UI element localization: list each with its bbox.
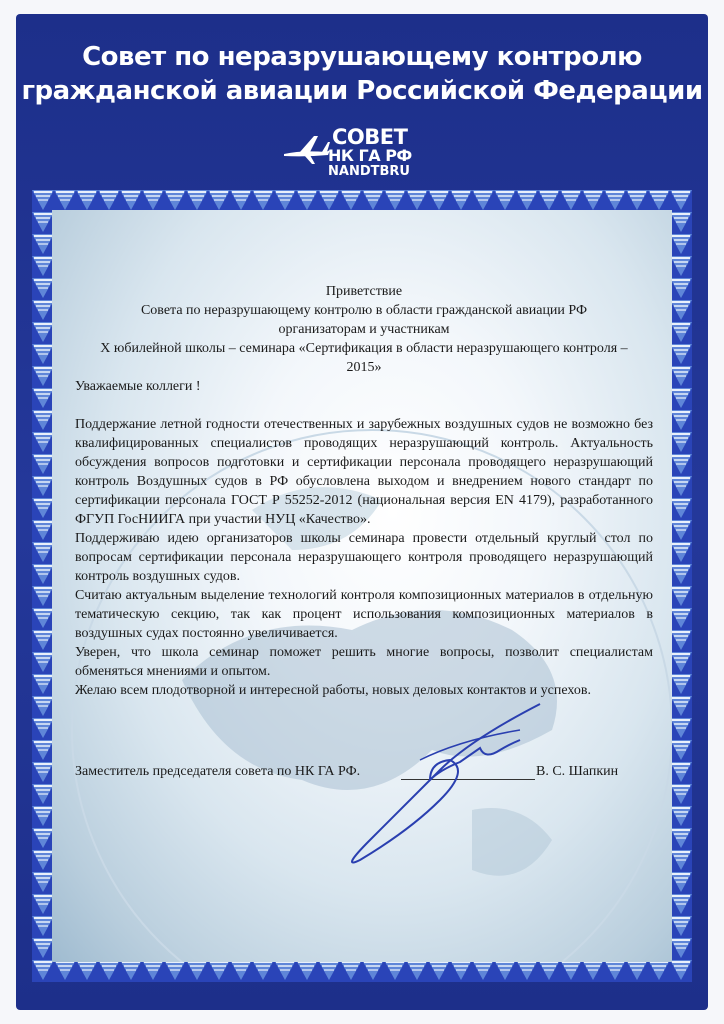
body-paragraph: Считаю актуальным выделение технологий контроля композиционных материалов в отдельную тематическую секцию, так как процент использования композиционных материалов в воздушных судах постоянно увеличивается. bbox=[75, 588, 653, 641]
title-line-2: гражданской авиации Российской Федерации bbox=[21, 76, 703, 106]
signatory-name: В. С. Шапкин bbox=[536, 764, 619, 779]
body-paragraph: Поддерживаю идею организаторов школы семинара провести отдельный круглый стол по вопросам сертификации персонала неразрушающего контроля проводящего неразрушающий контроль воздушных судов. bbox=[75, 531, 653, 584]
letter-content bbox=[75, 282, 653, 700]
handwritten-signature bbox=[320, 700, 560, 880]
airplane-icon bbox=[282, 128, 332, 168]
signatory-position: Заместитель председателя совета по НК ГА РФ. bbox=[75, 764, 361, 779]
subheading-line: организаторам и участникам bbox=[278, 322, 450, 337]
body-paragraph: Поддержание летной годности отечественных и зарубежных воздушных судов не возможно без квалифицированных специалистов проводящих неразрушающий контроль. Актуальность обсуждения вопросов подготовки и сертификации персонала проводящего неразрушающий контроль Воздушных судов в РФ обусловлена выходом и внедрением нового стандарт по сертификации персонала ГОСТ Р 55252-2012 (национальная версия EN 4179), разработанного ФГУП ГосНИИГА при участии НУЦ «Качество». bbox=[75, 417, 653, 527]
subheading-line: Совета по неразрушающему контролю в области гражданской авиации РФ bbox=[140, 303, 588, 318]
body-paragraph: Желаю всем плодотворной и интересной работы, новых деловых контактов и успехов. bbox=[75, 683, 591, 698]
logo-line-1: СОВЕТ bbox=[332, 125, 408, 149]
logo-line-3: NANDTBRU bbox=[328, 164, 410, 179]
salutation: Уважаемые коллеги ! bbox=[75, 379, 201, 394]
subheading-line: X юбилейной школы – семинара «Сертификация в области неразрушающего контроля – bbox=[100, 341, 628, 356]
subheading-line: 2015» bbox=[346, 360, 382, 375]
logo-line-2: НК ГА РФ bbox=[328, 146, 412, 165]
title-line-1: Совет по неразрушающему контролю bbox=[82, 42, 642, 72]
body-paragraph: Уверен, что школа семинар поможет решить многие вопросы, позволит специалистам обменяться мнениями и опытом. bbox=[75, 645, 653, 679]
council-logo bbox=[282, 126, 432, 186]
organization-title bbox=[0, 40, 724, 108]
letter-heading: Приветствие bbox=[325, 284, 403, 299]
